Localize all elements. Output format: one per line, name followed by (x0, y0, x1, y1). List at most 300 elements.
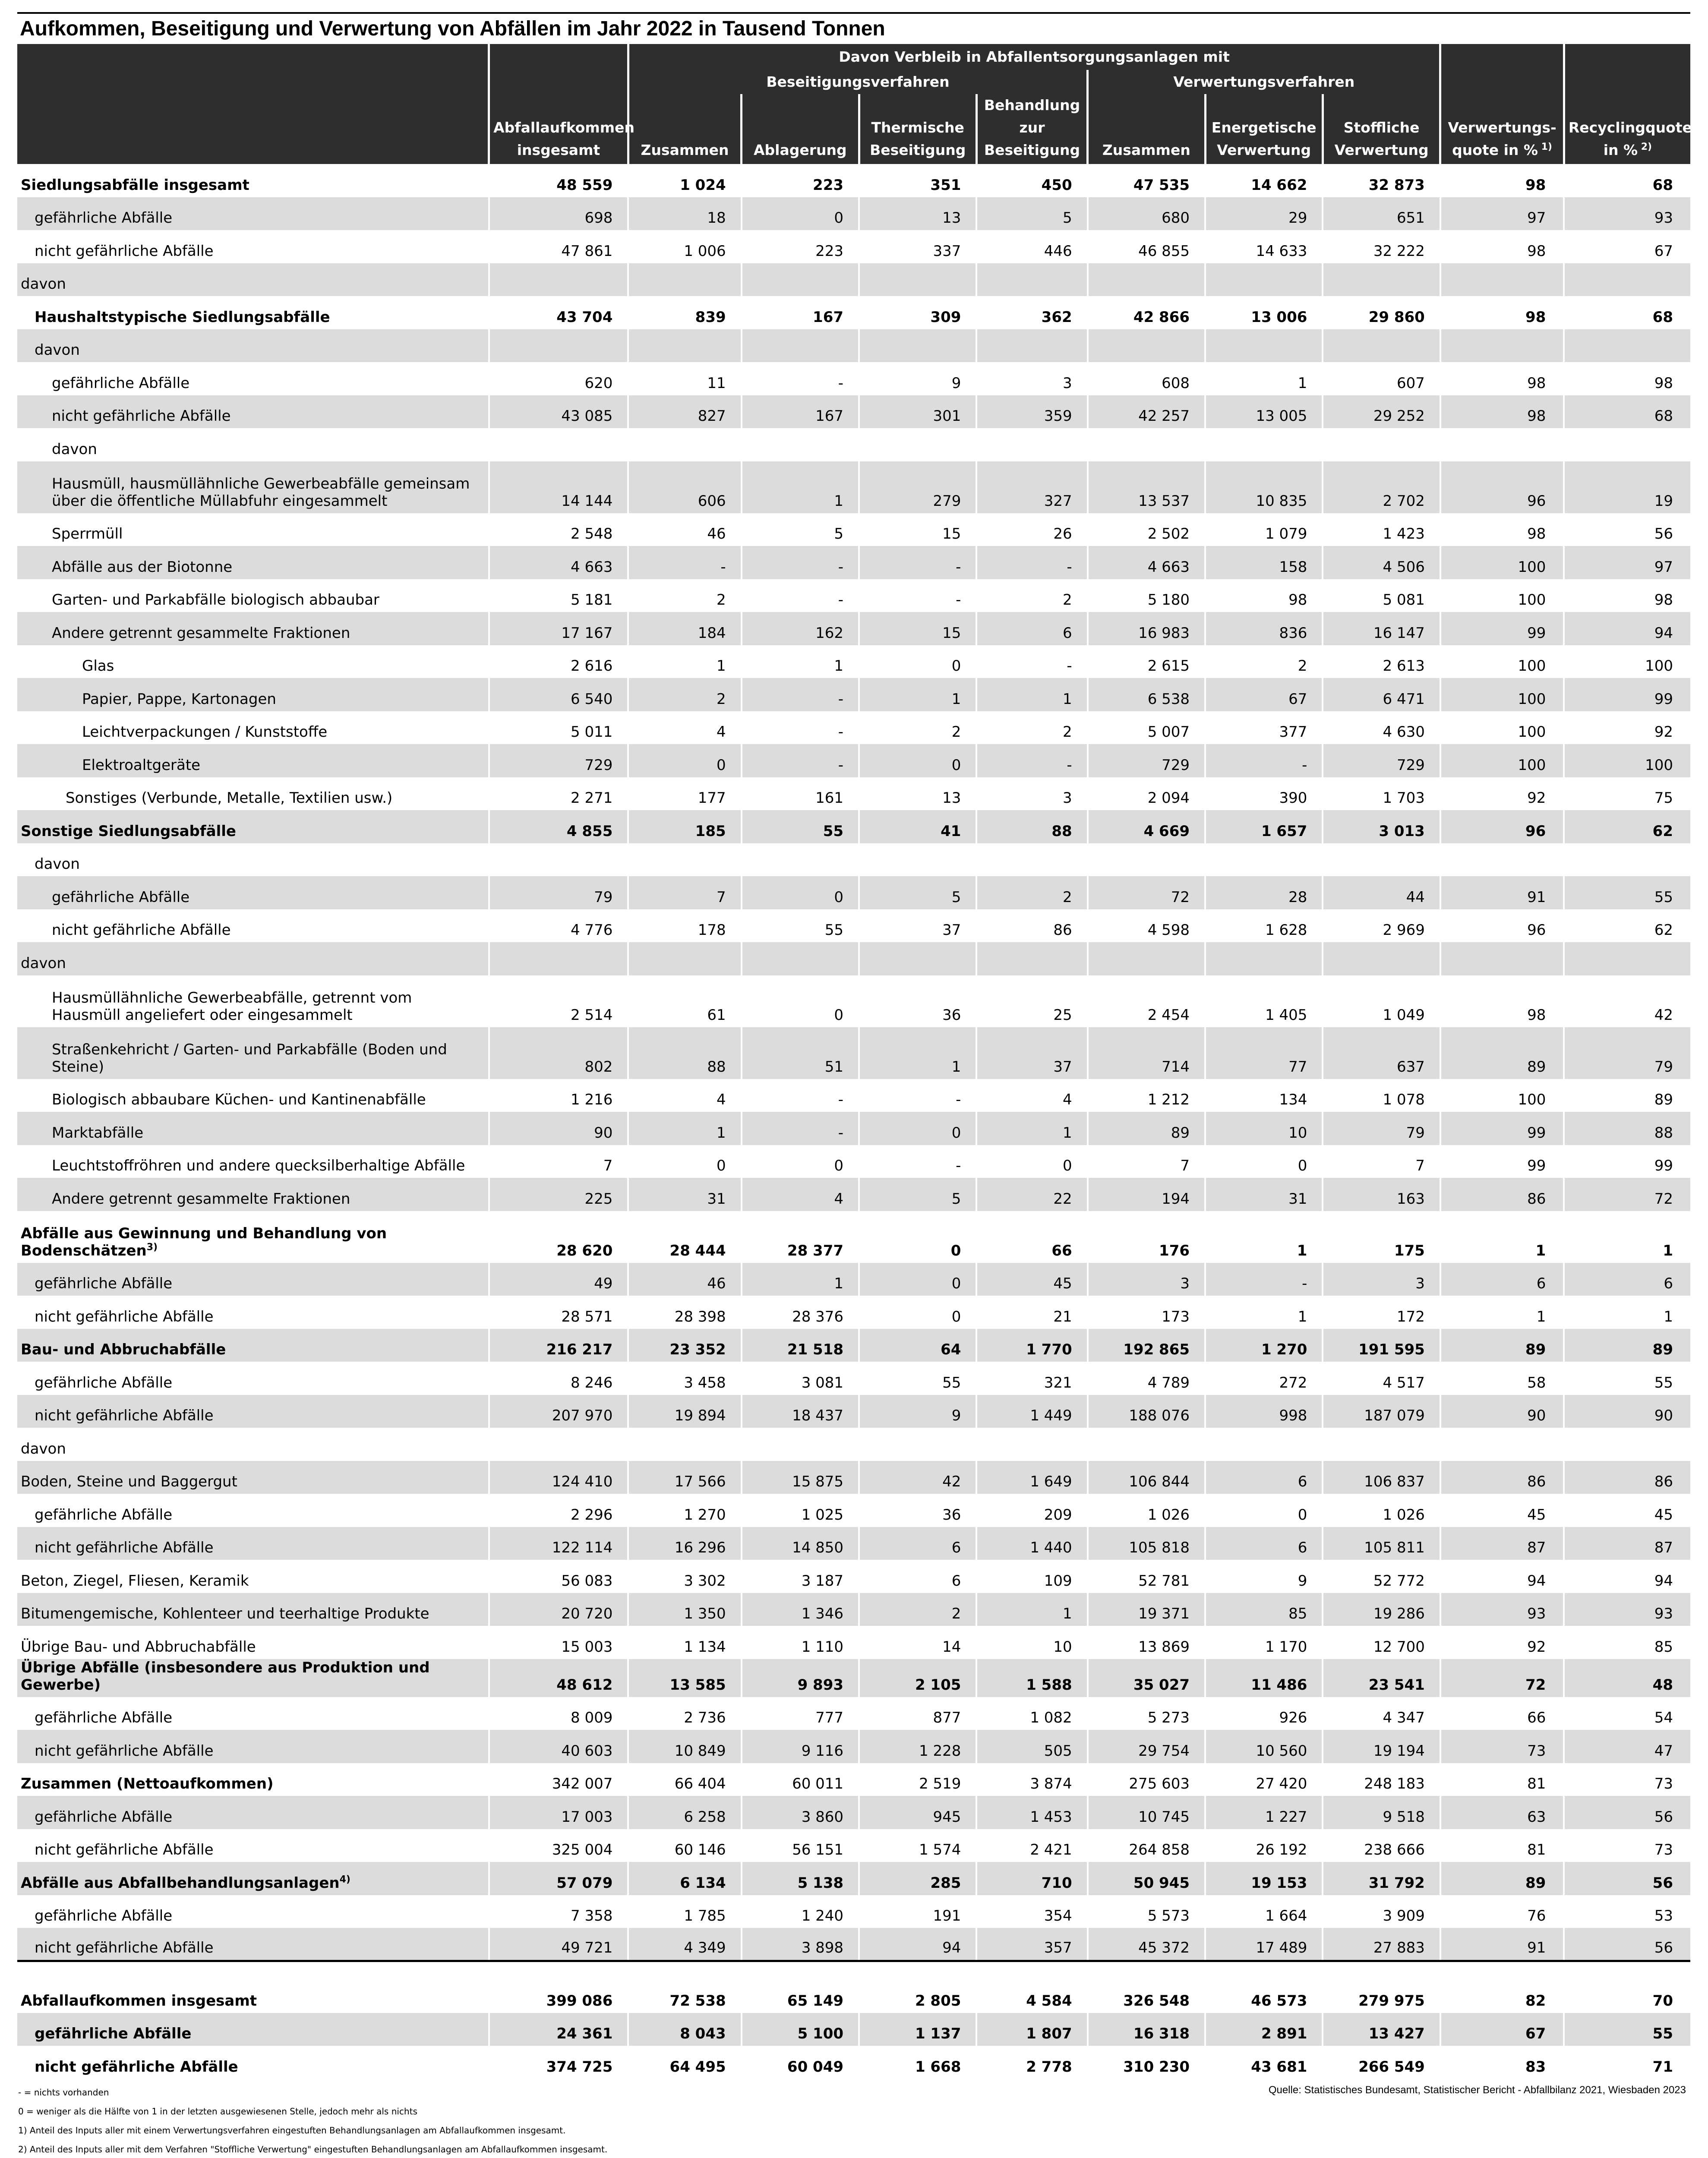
column-header-label: Ablagerung (754, 142, 847, 158)
cell-value: 46 (628, 1263, 741, 1296)
cell-value: 124 410 (489, 1461, 628, 1494)
cell-value: 714 (1088, 1027, 1205, 1079)
cell-value: 1 006 (628, 230, 741, 263)
cell-value: 16 296 (628, 1527, 741, 1560)
cell-value: 77 (1205, 1027, 1323, 1079)
cell-value: 5 (742, 513, 859, 546)
cell-value: 2 519 (859, 1763, 976, 1796)
cell-value: 2 969 (1323, 909, 1440, 943)
cell-value: 1 (1205, 1296, 1323, 1329)
header-corner (17, 44, 489, 164)
row-label (17, 1697, 489, 1730)
cell-value: 4 855 (489, 810, 628, 843)
cell-value: 362 (976, 296, 1087, 329)
cell-value: 48 559 (489, 164, 628, 197)
cell-value: 16 983 (1088, 612, 1205, 645)
cell-value: 73 (1440, 1730, 1564, 1763)
cell-value: 60 049 (742, 2046, 859, 2079)
row-label (17, 1763, 489, 1796)
row-label-text: Biologisch abbaubare Küchen- und Kantinenabfälle (52, 1091, 426, 1108)
row-label-text: gefährliche Abfälle (35, 2025, 192, 2042)
cell-value (628, 1428, 741, 1461)
table-row (17, 1145, 1690, 1178)
cell-value: 98 (1564, 362, 1690, 395)
table-row (17, 678, 1690, 711)
row-label-text: nicht gefährliche Abfälle (35, 2058, 238, 2076)
row-label (17, 1145, 489, 1178)
table-row (17, 1560, 1690, 1593)
cell-value (859, 1428, 976, 1461)
cell-value: 1 405 (1205, 975, 1323, 1027)
cell-value: 62 (1564, 909, 1690, 943)
cell-value: 357 (976, 1928, 1087, 1961)
cell-value: 238 666 (1323, 1829, 1440, 1862)
cell-value: 1 449 (976, 1395, 1087, 1428)
table-row (17, 876, 1690, 909)
cell-value: 29 252 (1323, 395, 1440, 429)
cell-value: 1 078 (1323, 1079, 1440, 1112)
cell-value: 49 721 (489, 1928, 628, 1961)
cell-value: 1 (976, 678, 1087, 711)
table-row (17, 1961, 1690, 2013)
cell-value: 5 180 (1088, 579, 1205, 612)
table-row (17, 546, 1690, 579)
row-label-text: nicht gefährliche Abfälle (52, 407, 231, 425)
cell-value: 56 (1564, 1862, 1690, 1895)
cell-value: 105 818 (1088, 1527, 1205, 1560)
cell-value: 32 222 (1323, 230, 1440, 263)
cell-value: 5 100 (742, 2013, 859, 2046)
cell-value: 0 (742, 197, 859, 230)
cell-value: 1 (742, 1263, 859, 1296)
cell-value: 2 421 (976, 1829, 1087, 1862)
row-label (17, 1079, 489, 1112)
row-label-text: davon (52, 440, 97, 458)
footnote-line: 2) Anteil des Inputs aller mit dem Verfahren "Stoffliche Verwertung" eingestuften Behandlungsanlagen am Abfallaufkommen insgesamt. (18, 2144, 608, 2155)
cell-value: 10 560 (1205, 1730, 1323, 1763)
cell-value: 0 (628, 744, 741, 777)
table-row (17, 513, 1690, 546)
cell-value: 12 700 (1323, 1626, 1440, 1659)
cell-value: 18 437 (742, 1395, 859, 1428)
cell-value: 13 427 (1323, 2013, 1440, 2046)
cell-value: 2 502 (1088, 513, 1205, 546)
cell-value: 3 909 (1323, 1895, 1440, 1928)
column-header-label: Zusammen (641, 142, 729, 158)
cell-value: 1 170 (1205, 1626, 1323, 1659)
cell-value: 98 (1440, 296, 1564, 329)
cell-value: 22 (976, 1178, 1087, 1211)
cell-value: 37 (859, 909, 976, 943)
cell-value: 3 898 (742, 1928, 859, 1961)
cell-value: 29 754 (1088, 1730, 1205, 1763)
cell-value: 0 (859, 1211, 976, 1263)
cell-value: 7 (628, 876, 741, 909)
cell-value: - (1205, 1263, 1323, 1296)
cell-value: 3 874 (976, 1763, 1087, 1796)
cell-value: 175 (1323, 1211, 1440, 1263)
cell-value: 2 (976, 876, 1087, 909)
cell-value: 88 (976, 810, 1087, 843)
cell-value: 96 (1440, 461, 1564, 513)
cell-value: - (742, 744, 859, 777)
cell-value: 1 134 (628, 1626, 741, 1659)
cell-value: 9 518 (1323, 1796, 1440, 1829)
cell-value: 86 (1440, 1461, 1564, 1494)
cell-value: 17 489 (1205, 1928, 1323, 1961)
cell-value: 29 (1205, 197, 1323, 230)
column-header-label: Zusammen (1102, 142, 1190, 158)
row-label (17, 810, 489, 843)
waste-statistics-table (17, 44, 1690, 2079)
column-header-label: Abfallaufkommen insgesamt (493, 119, 635, 158)
table-row (17, 1112, 1690, 1145)
cell-value: 337 (859, 230, 976, 263)
cell-value: 15 003 (489, 1626, 628, 1659)
cell-value: 680 (1088, 197, 1205, 230)
column-header-label: Stoffliche Verwertung (1334, 119, 1429, 158)
cell-value: 1 574 (859, 1829, 976, 1862)
table-row (17, 164, 1690, 197)
cell-value: 4 (628, 1079, 741, 1112)
cell-value: 56 (1564, 1928, 1690, 1961)
cell-value: 3 013 (1323, 810, 1440, 843)
cell-value: - (742, 579, 859, 612)
cell-value: 58 (1440, 1362, 1564, 1395)
cell-value: 79 (1323, 1112, 1440, 1145)
cell-value: 2 (859, 711, 976, 745)
cell-value: 31 (628, 1178, 741, 1211)
table-row (17, 230, 1690, 263)
table-row (17, 579, 1690, 612)
cell-value: 3 187 (742, 1560, 859, 1593)
cell-value (1205, 329, 1323, 363)
table-row (17, 395, 1690, 429)
cell-value: 185 (628, 810, 741, 843)
row-label (17, 1263, 489, 1296)
cell-value: 698 (489, 197, 628, 230)
cell-value: 55 (859, 1362, 976, 1395)
row-label-text: Garten- und Parkabfälle biologisch abbaubar (52, 591, 379, 609)
row-label (17, 579, 489, 612)
cell-value: 42 (1564, 975, 1690, 1027)
cell-value: 351 (859, 164, 976, 197)
row-label (17, 744, 489, 777)
cell-value: 89 (1088, 1112, 1205, 1145)
table-row (17, 612, 1690, 645)
cell-value: 6 258 (628, 1796, 741, 1829)
cell-value (1564, 942, 1690, 975)
cell-value: 27 883 (1323, 1928, 1440, 1961)
cell-value: 3 081 (742, 1362, 859, 1395)
cell-value: 55 (1564, 876, 1690, 909)
row-label (17, 1027, 489, 1079)
cell-value: 89 (1564, 1329, 1690, 1362)
cell-value: 839 (628, 296, 741, 329)
cell-value (976, 843, 1087, 877)
cell-value (742, 942, 859, 975)
row-label (17, 1527, 489, 1560)
cell-value: 92 (1440, 777, 1564, 811)
table-row (17, 777, 1690, 811)
cell-value: 6 (1205, 1527, 1323, 1560)
cell-value (1205, 428, 1323, 461)
table-row (17, 1263, 1690, 1296)
cell-value (859, 942, 976, 975)
cell-value (976, 263, 1087, 297)
cell-value: 89 (1440, 1329, 1564, 1362)
cell-value: 100 (1440, 711, 1564, 745)
cell-value (976, 428, 1087, 461)
cell-value (1440, 263, 1564, 297)
cell-value: 0 (859, 1296, 976, 1329)
cell-value: 81 (1440, 1763, 1564, 1796)
cell-value: 85 (1205, 1593, 1323, 1626)
footnote-marker: 1) (1538, 142, 1552, 152)
cell-value: 64 495 (628, 2046, 741, 2079)
cell-value: 3 860 (742, 1796, 859, 1829)
cell-value (1564, 263, 1690, 297)
cell-value: 0 (1205, 1145, 1323, 1178)
cell-value (1440, 1428, 1564, 1461)
column-header-label: Behandlung zur Beseitigung (984, 97, 1080, 158)
cell-value: 178 (628, 909, 741, 943)
cell-value: 87 (1564, 1527, 1690, 1560)
cell-value: 191 (859, 1895, 976, 1928)
cell-value: 2 615 (1088, 645, 1205, 678)
cell-value: 1 082 (976, 1697, 1087, 1730)
cell-value: 98 (1205, 579, 1323, 612)
cell-value: 61 (628, 975, 741, 1027)
table-row (17, 810, 1690, 843)
cell-value: 172 (1323, 1296, 1440, 1329)
cell-value: - (628, 546, 741, 579)
row-label (17, 164, 489, 197)
cell-value: 4 506 (1323, 546, 1440, 579)
cell-value: 56 (1564, 513, 1690, 546)
cell-value: 608 (1088, 362, 1205, 395)
cell-value (976, 942, 1087, 975)
column-header-label: Recyclingquote in % (1568, 119, 1692, 158)
cell-value: 65 149 (742, 1961, 859, 2013)
row-label (17, 1494, 489, 1527)
cell-value: 56 083 (489, 1560, 628, 1593)
row-label (17, 1329, 489, 1362)
cell-value (1205, 263, 1323, 297)
cell-value: 0 (628, 1145, 741, 1178)
cell-value: 92 (1440, 1626, 1564, 1659)
row-label-text: Übrige Abfälle (insbesondere aus Produktion und Gewerbe) (21, 1659, 430, 1694)
cell-value: 225 (489, 1178, 628, 1211)
cell-value: 301 (859, 395, 976, 429)
cell-value: 21 518 (742, 1329, 859, 1362)
cell-value: 60 146 (628, 1829, 741, 1862)
cell-value: 75 (1564, 777, 1690, 811)
cell-value: 2 616 (489, 645, 628, 678)
cell-value: 4 (628, 711, 741, 745)
cell-value: 99 (1440, 1145, 1564, 1178)
cell-value: 73 (1564, 1763, 1690, 1796)
cell-value: 2 (976, 711, 1087, 745)
cell-value: 99 (1564, 1145, 1690, 1178)
header-spacer-total (489, 44, 635, 164)
row-label (17, 513, 489, 546)
header-group-verbleib: Davon Verbleib in Abfallentsorgungsanlagen mit (628, 44, 1440, 70)
cell-value: 777 (742, 1697, 859, 1730)
cell-value: 28 376 (742, 1296, 859, 1329)
table-header (17, 44, 1690, 164)
header-spacer-q1 (1440, 44, 1564, 164)
column-header (742, 94, 859, 164)
cell-value: - (976, 744, 1087, 777)
cell-value: - (859, 546, 976, 579)
row-label-text: Hausmüll, hausmüllähnliche Gewerbeabfälle gemeinsam über die öffentliche Müllabfuhr eingesammelt (52, 475, 470, 510)
cell-value: 82 (1440, 1961, 1564, 2013)
cell-value: - (859, 1145, 976, 1178)
cell-value: 354 (976, 1895, 1087, 1928)
row-label-text: Abfälle aus der Biotonne (52, 558, 233, 576)
cell-value: 173 (1088, 1296, 1205, 1329)
cell-value: 19 (1564, 461, 1690, 513)
row-label (17, 711, 489, 745)
row-label (17, 1178, 489, 1211)
cell-value: 60 011 (742, 1763, 859, 1796)
table-row (17, 1395, 1690, 1428)
cell-value: 44 (1323, 876, 1440, 909)
cell-value: 32 873 (1323, 164, 1440, 197)
row-label-text: Sperrmüll (52, 525, 123, 543)
table-row (17, 329, 1690, 363)
row-label (17, 1428, 489, 1461)
cell-value: 66 404 (628, 1763, 741, 1796)
cell-value: 92 (1564, 711, 1690, 745)
cell-value: 1 807 (976, 2013, 1087, 2046)
table-row (17, 1494, 1690, 1527)
cell-value: 105 811 (1323, 1527, 1440, 1560)
table-row (17, 1428, 1690, 1461)
table-row (17, 909, 1690, 943)
cell-value: 207 970 (489, 1395, 628, 1428)
cell-value: 4 347 (1323, 1697, 1440, 1730)
table-row (17, 1593, 1690, 1626)
cell-value: 45 (1564, 1494, 1690, 1527)
row-label-text: Abfallaufkommen insgesamt (21, 1992, 257, 2010)
cell-value: 100 (1440, 579, 1564, 612)
cell-value: 45 (1440, 1494, 1564, 1527)
cell-value: 6 540 (489, 678, 628, 711)
cell-value (1205, 1428, 1323, 1461)
row-label (17, 777, 489, 811)
cell-value: 81 (1440, 1829, 1564, 1862)
cell-value: 89 (1440, 1027, 1564, 1079)
cell-value: 31 792 (1323, 1862, 1440, 1895)
footnote-line: 0 = weniger als die Hälfte von 1 in der letzten ausgewiesenen Stelle, jedoch mehr als nichts (18, 2106, 417, 2117)
cell-value: 14 850 (742, 1527, 859, 1560)
cell-value: 6 134 (628, 1862, 741, 1895)
row-label (17, 1659, 489, 1697)
cell-value: 13 869 (1088, 1626, 1205, 1659)
cell-value: 25 (976, 975, 1087, 1027)
cell-value: 2 (1205, 645, 1323, 678)
row-label-text: Elektroaltgeräte (82, 756, 201, 774)
cell-value: 11 (628, 362, 741, 395)
cell-value (1323, 428, 1440, 461)
row-label-text: Andere getrennt gesammelte Fraktionen (52, 1190, 350, 1208)
cell-value: - (742, 711, 859, 745)
cell-value: 3 (976, 362, 1087, 395)
cell-value: 4 669 (1088, 810, 1205, 843)
cell-value: 2 (859, 1593, 976, 1626)
cell-value: 72 (1564, 1178, 1690, 1211)
cell-value (1088, 263, 1205, 297)
cell-value: 15 875 (742, 1461, 859, 1494)
row-label-text: gefährliche Abfälle (35, 1275, 173, 1292)
cell-value: 1 216 (489, 1079, 628, 1112)
row-label-text: Marktabfälle (52, 1124, 144, 1142)
cell-value: 4 789 (1088, 1362, 1205, 1395)
cell-value (742, 1428, 859, 1461)
cell-value: 94 (1564, 612, 1690, 645)
cell-value (628, 428, 741, 461)
cell-value: 97 (1440, 197, 1564, 230)
cell-value: 6 (859, 1527, 976, 1560)
cell-value: 73 (1564, 1829, 1690, 1862)
table-row (17, 975, 1690, 1027)
cell-value: 90 (489, 1112, 628, 1145)
cell-value: 26 (976, 513, 1087, 546)
cell-value: 607 (1323, 362, 1440, 395)
cell-value: 14 662 (1205, 164, 1323, 197)
cell-value: 0 (742, 975, 859, 1027)
cell-value (628, 942, 741, 975)
cell-value: 710 (976, 1862, 1087, 1895)
row-label (17, 1796, 489, 1829)
header-spacer-q2 (1564, 44, 1690, 164)
column-header (1088, 94, 1205, 164)
cell-value: 15 (859, 513, 976, 546)
cell-value: 4 349 (628, 1928, 741, 1961)
row-label-text: Haushaltstypische Siedlungsabfälle (35, 308, 330, 326)
cell-value: 0 (1205, 1494, 1323, 1527)
cell-value: 89 (1440, 1862, 1564, 1895)
cell-value: 5 (859, 876, 976, 909)
cell-value: 46 573 (1205, 1961, 1323, 2013)
document-page (17, 12, 1692, 2155)
cell-value: 2 296 (489, 1494, 628, 1527)
header-group-verwertung: Verwertungsverfahren (1088, 70, 1440, 94)
cell-value: 90 (1564, 1395, 1690, 1428)
cell-value: 177 (628, 777, 741, 811)
cell-value: 1 588 (976, 1659, 1087, 1697)
cell-value: 4 598 (1088, 909, 1205, 943)
cell-value: 5 273 (1088, 1697, 1205, 1730)
table-row (17, 1329, 1690, 1362)
cell-value: 184 (628, 612, 741, 645)
row-label-text: nicht gefährliche Abfälle (35, 1841, 214, 1858)
cell-value (489, 942, 628, 975)
row-label (17, 975, 489, 1027)
cell-value: 100 (1564, 744, 1690, 777)
cell-value: 9 116 (742, 1730, 859, 1763)
cell-value: 5 181 (489, 579, 628, 612)
cell-value: 96 (1440, 909, 1564, 943)
table-row (17, 1730, 1690, 1763)
cell-value: 67 (1564, 230, 1690, 263)
cell-value (859, 263, 976, 297)
cell-value: 97 (1564, 546, 1690, 579)
cell-value: 729 (489, 744, 628, 777)
cell-value: 5 007 (1088, 711, 1205, 745)
